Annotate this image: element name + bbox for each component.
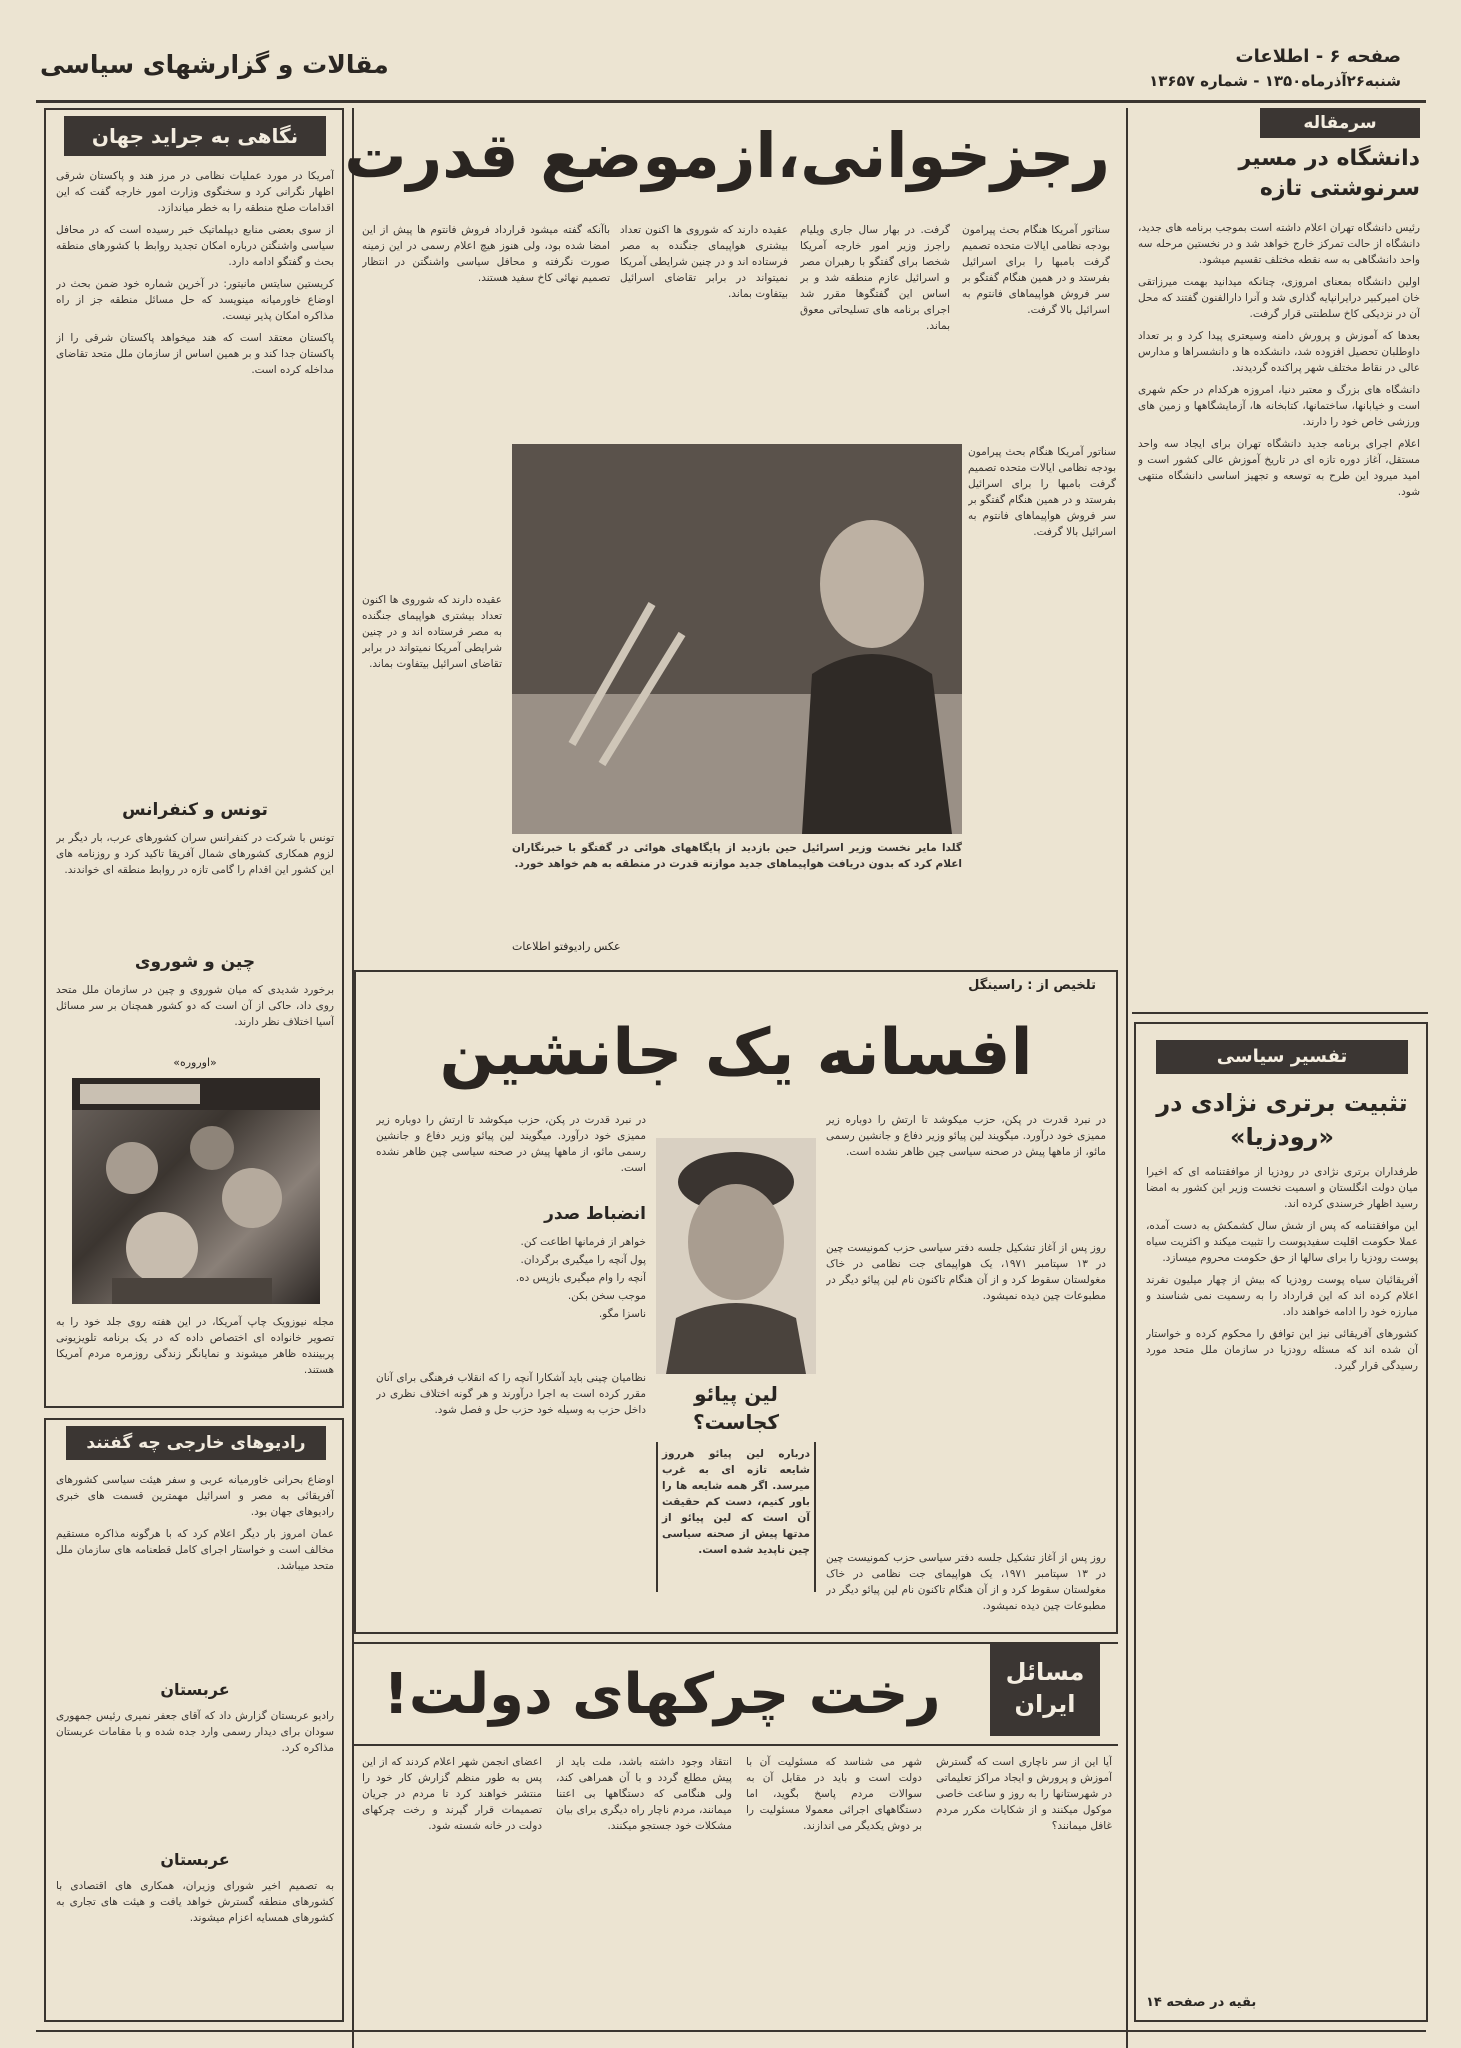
world-press-paragraph: از سوی بعضی منابع دیپلماتیک خبر رسیده است که در محافل سیاسی واشنگتن درباره امکان تجدید روابط با کشورهای منطقه بحث و گفتگو ادامه دارد. <box>56 224 334 268</box>
china-source-tag: «اوروره» <box>173 1056 217 1069</box>
rajaz-column-4: باآنکه گفته میشود قرارداد فروش فانتوم ها پیش از این امضا شده بود، ولی هنوز هیچ اعلام رسمی در این زمینه صورت نگرفته و محافل سیاسی واشنگتن در انتظار تصمیم نهائی کاخ سفید هستند. <box>362 224 610 284</box>
column-rule-right <box>1126 108 1128 2048</box>
radio-subhead-1: عربستان <box>160 1680 230 1699</box>
radio-box <box>44 1418 344 2022</box>
rajaz-column-1: سناتور آمریکا هنگام بحث پیرامون بودجه نظامی ایالات متحده تصمیم گرفت بامبها را برای اسرائیل بفرستد و در همین هنگام گفتگو بر سر فروش هواپیماهای فانتوم به اسرائیل بالا گرفت. <box>962 224 1110 316</box>
successor-body-2: روز پس از آغاز تشکیل جلسه دفتر سیاسی حزب کمونیست چین در ۱۳ سپتامبر ۱۹۷۱، یک هواپیمای جت نظامی در خاک مغولستان سقوط کرد و از آن هنگام تاکنون نام لین پیائو دیگر در مطبوعات چین دیده نمیشود. <box>826 1552 1106 1612</box>
editorial-paragraph: بعدها که آموزش و پرورش دامنه وسیعتری پیدا کرد و بر تعداد داوطلبان تحصیل افزوده شد، دانشکده ها و دانشسراها و مدارس عالی در نقاط مختلف شهر پراکنده گردیدند. <box>1138 330 1420 374</box>
successor-box <box>354 970 1118 1634</box>
radio-paragraph: اوضاع بحرانی خاورمیانه عربی و سفر هیئت سیاسی کشورهای آفریقائی به مصر و اسرائیل مهمترین قسمت های خبری رادیوهای جهان بود. <box>56 1474 334 1518</box>
newsweek-caption: مجله نیوزویک چاپ آمریکا، در این هفته روی جلد خود را به تصویر خانواده ای اختصاص داده که در یک برنامه تلویزیونی پربیننده ظاهر میشوند و نمایانگر زندگی روزمره مردم آمریکا هستند. <box>56 1316 334 1376</box>
bullet-item: آنچه را وام میگیری بازپس ده. <box>515 1272 646 1284</box>
editorial-paragraph: رئیس دانشگاه تهران اعلام داشته است بموجب برنامه های جدید، دانشگاه از حالت تمرکز خارج خواهد شد و در نخستین مرحله سه واحد دانشگاهی به سه نقطه مختلف تقسیم میشود. <box>1138 222 1420 266</box>
bullet-item: موجب سخن بکن. <box>567 1290 646 1302</box>
successor-intro-2: در نبرد قدرت در پکن، حزب میکوشد تا ارتش را دوباره زیر ممیزی خود درآورد. میگویند لین پیائو وزیر دفاع و جانشین رسمی مائو، از ماهها پیش در صحنه سیاسی چین ظاهر نشده است. <box>376 1114 646 1174</box>
editorial-paragraph: اولین دانشگاه بمعنای امروزی، چنانکه میدانید بهمت میرزاتقی خان امیرکبیر درایرانپایه گذاری شد و آنرا دارالفنون گفتند که محل آن در نزدیکی کاخ سلطنتی قرار گرفت. <box>1138 276 1420 320</box>
rajaz-photo-illustration <box>512 444 962 834</box>
analysis-paragraph: کشورهای آفریقائی نیز این توافق را محکوم کرده و خواستار آن شده اند که مسئله رودزیا در سازمان ملل متحد مورد رسیدگی قرار گیرد. <box>1146 1328 1418 1372</box>
world-press-paragraph: آمریکا در مورد عملیات نظامی در مرز هند و پاکستان شرقی اظهار نگرانی کرد و سخنگوی وزارت امور خارجه گفت که این اقدامات صلح منطقه را به خطر میاندازد. <box>56 170 334 214</box>
successor-intro: در نبرد قدرت در پکن، حزب میکوشد تا ارتش را دوباره زیر ممیزی خود درآورد. میگویند لین پیائو وزیر دفاع و جانشین رسمی مائو، از ماهها پیش در صحنه سیاسی چین ظاهر نشده است. <box>826 1114 1106 1158</box>
iran-issues-label <box>990 1644 1100 1736</box>
editorial-label: سرمقاله <box>1260 108 1420 138</box>
rajaz-column-2: گرفت. در بهار سال جاری ویلیام راجرز وزیر امور خارجه آمریکا شخصا برای گفتگو با رهبران مصر و اسرائیل عازم منطقه شد و بر اساس این گفتگوها مقرر شد اجرای برنامه های تسلیحاتی معوق بماند. <box>800 224 950 332</box>
iran-issues-column-2: شهر می شناسد که مسئولیت آن با دولت است و باید در مقابل آن به سوالات مردم پاسخ بگوید، اما دستگاههای اجرائی معمولا مسئولیت را بر دوش یکدیگر می اندازند. <box>746 1756 922 1832</box>
china-subhead: چین و شوروی <box>134 952 256 972</box>
lin-biao-photo <box>656 1138 816 1374</box>
analysis-paragraph: این موافقتنامه که پس از شش سال کشمکش به دست آمده، عملا حکومت اقلیت سفیدپوست را تثبیت میکند و اکثریت سیاه پوست رودزیا را برای سالها از حق حکومت محروم میسازد. <box>1146 1220 1418 1264</box>
editorial-title: دانشگاه در مسیر سرنوشتی تازه <box>1238 146 1420 201</box>
bullet-item: پول آنچه را میگیری برگردان. <box>520 1254 646 1266</box>
analysis-title: تثبیت برتری نژادی در «رودزیا» <box>1156 1089 1408 1151</box>
page-label: صفحه ۶ - اطلاعات <box>1235 46 1401 67</box>
tunis-subhead: تونس و کنفرانس <box>122 800 268 820</box>
editorial-body <box>1138 220 1420 1000</box>
analysis-box <box>1134 1022 1428 2022</box>
iran-issues-label-line-1: مسائل <box>1005 1658 1085 1686</box>
rajaz-column-6: عقیده دارند که شوروی ها اکنون تعداد بیشتری هواپیمای جنگنده به مصر فرستاده اند و در چنین شرایطی آمریکا نمیتواند در برابر تقاضای اسرائیل بیتفاوت بماند. <box>362 594 502 670</box>
tunis-body: تونس با شرکت در کنفرانس سران کشورهای عرب، بار دیگر بر لزوم همکاری کشورهای شمال آفریقا تاکید کرد و روزنامه های این کشور این اقدام را گامی تازه در روابط منطقه ای خواندند. <box>56 832 334 876</box>
analysis-body <box>1146 1164 1418 1974</box>
editorial-paragraph: اعلام اجرای برنامه جدید دانشگاه تهران برای ایجاد سه واحد مستقل، آغاز دوره تازه ای در تاریخ آموزش عالی کشور است و امید میرود این طرح به توسعه و تجهیز اساسی دانشگاه منتهی شود. <box>1138 438 1420 498</box>
editorial-bottom-rule <box>1132 1012 1428 1014</box>
world-press-label: نگاهی به جراید جهان <box>64 116 326 156</box>
radio-label: رادیوهای خارجی چه گفتند <box>66 1426 326 1460</box>
date-line: شنبه۲۶آذرماه۱۳۵۰ - شماره ۱۳۶۵۷ <box>1149 72 1401 90</box>
analysis-paragraph: طرفداران برتری نژادی در رودزیا از موافقتنامه ای که اخیرا میان دولت انگلستان و اسمیت نخست وزیر این کشور به امضا رسید اظهار خرسندی کرده اند. <box>1146 1166 1418 1210</box>
rajaz-column-3: عقیده دارند که شوروی ها اکنون تعداد بیشتری هواپیمای جنگنده به مصر فرستاده اند و در چنین شرایطی آمریکا نمیتواند در برابر تقاضای اسرائیل بیتفاوت بماند. <box>620 224 788 300</box>
rajaz-photo-caption: گلدا مایر نخست وزیر اسرائیل حین بازدید از پایگاههای هوائی در گفتگو با خبرنگاران اعلام کرد که بدون دریافت هواپیماهای جدید موازنه قدرت در منطقه به هم خواهد خورد. <box>512 842 962 870</box>
successor-headline: افسانه یک جانشین <box>439 1016 1033 1090</box>
lin-biao-caption-title: لین پیائو کجاست؟ <box>693 1382 779 1434</box>
radio-paragraph: عمان امروز بار دیگر اعلام کرد که با هرگونه مذاکره مستقیم مخالف است و خواستار اجرای کامل قطعنامه های سازمان ملل متحد میباشد. <box>56 1528 334 1572</box>
rajaz-photo <box>512 444 962 834</box>
lin-biao-caption-text: درباره لین پیائو هرروز شایعه تازه ای به غرب میرسد. اگر همه شایعه ها را باور کنیم، دست کم حقیقت آن است که لین پیائو از مدتها پیش از صحنه سیاسی چین ناپدید شده است. <box>656 1442 816 1592</box>
rajaz-headline: رجزخوانی،ازموضع قدرت <box>344 119 1110 192</box>
analysis-label: تفسیر سیاسی <box>1156 1040 1408 1074</box>
editorial-section <box>1132 108 1428 1008</box>
rajaz-photo-credit: عکس رادیوفتو اطلاعات <box>512 940 621 953</box>
world-press-body <box>56 168 334 788</box>
iran-issues-column-1: آیا این از سر ناچاری است که گسترش آموزش و پرورش و ایجاد مراکز تعلیماتی در شهرستانها را به روز و ساعت خاصی موکول میکنند و از شکایات مکرر مردم غافل میمانند؟ <box>936 1756 1112 1832</box>
lin-biao-portrait <box>656 1138 816 1374</box>
masthead-rule <box>36 100 1426 103</box>
world-press-paragraph: پاکستان معتقد است که هند میخواهد پاکستان شرقی را از پاکستان جدا کند و بر همین اساس از سازمان ملل متحد تقاضای مداخله کرده است. <box>56 332 334 376</box>
iran-issues-column-3: انتقاد وجود داشته باشد، ملت باید از پیش مطلع گردد و با آن همراهی کند، ولی هنگامی که دستگاهها بی اعتنا میمانند، مردم ناچار راه دیگری برای بیان مشکلات خود جستجو میکنند. <box>556 1756 732 1832</box>
rajaz-column-5: سناتور آمریکا هنگام بحث پیرامون بودجه نظامی ایالات متحده تصمیم گرفت بامبها را برای اسرائیل بفرستد و در همین هنگام گفتگو بر سر فروش هواپیماهای فانتوم به اسرائیل بالا گرفت. <box>968 446 1116 538</box>
world-press-paragraph: کریستین سایتس مانیتور: در آخرین شماره خود ضمن بحث در اوضاع خاورمیانه مینویسد که حل مسائل منطقه جز از راه مذاکره امکان پذیر نیست. <box>56 278 334 322</box>
newsweek-cover-photo <box>72 1078 320 1304</box>
bullet-item: ناسزا مگو. <box>598 1308 646 1320</box>
successor-body: نظامیان چینی باید آشکارا آنچه را که انقلاب فرهنگی برای آنان مقرر کرده است به اجرا درآورند و هر گونه اختلاف نظری در داخل حزب به وسیله خود حزب حل و فصل شود. <box>376 1372 646 1416</box>
successor-summary-tag: تلخیص از : راسینگل <box>968 978 1096 993</box>
radio-subhead-2: عربستان <box>160 1850 230 1869</box>
bullet-item: خواهر از فرمانها اطاعت کن. <box>520 1236 646 1248</box>
iran-issues-column-4: اعضای انجمن شهر اعلام کردند که از این پس به طور منظم گزارش کار خود را منتشر خواهند کرد تا مردم در جریان تصمیمات قرار گیرند و رخت چرکهای دولت در خانه شسته شود. <box>362 1756 542 1832</box>
radio-body-1: رادیو عربستان گزارش داد که آقای جعفر نمیری رئیس جمهوری سودان برای دیدار رسمی وارد جده شده و با مقامات عربستان مذاکره کرد. <box>56 1710 334 1754</box>
editorial-paragraph: دانشگاه های بزرگ و معتبر دنیا، امروزه هرکدام در حکم شهری است و خیابانها، ساختمانها، کتابخانه ها، آزمایشگاهها و زمین های ورزشی خاص خود را دارند. <box>1138 384 1420 428</box>
iran-issues-label-line-2: ایران <box>1014 1690 1076 1718</box>
successor-bullets <box>376 1234 646 1364</box>
world-press-box <box>44 108 344 1408</box>
china-body: برخورد شدیدی که میان شوروی و چین در سازمان ملل متحد روی داد، حاکی از آن است که دو کشور همچنان بر سر مسائل آسیا اختلاف نظر دارند. <box>56 984 334 1028</box>
iran-issues-headline-rule <box>354 1744 1118 1746</box>
newsweek-cover-illustration <box>72 1078 320 1304</box>
successor-subhead: انضباط صدر <box>544 1204 646 1224</box>
radio-body-2: به تصمیم اخیر شورای وزیران، همکاری های اقتصادی با کشورهای منطقه گسترش خواهد یافت و هیئت های تجاری به کشورهای همسایه اعزام میشوند. <box>56 1880 334 1924</box>
analysis-paragraph: آفریقائیان سیاه پوست رودزیا که بیش از چهار میلیون نفرند اعلام کرده اند که این قرارداد را به رسمیت نمی شناسند و مبارزه خود را ادامه خواهند داد. <box>1146 1274 1418 1318</box>
radio-body <box>56 1472 334 1672</box>
section-title: مقالات و گزارشهای سیاسی <box>40 50 389 79</box>
analysis-continuation: بقیه در صفحه ۱۴ <box>1146 1995 1257 2010</box>
page-bottom-rule <box>36 2030 1426 2032</box>
iran-issues-headline: رخت چرکهای دولت! <box>383 1662 941 1727</box>
successor-continuation: روز پس از آغاز تشکیل جلسه دفتر سیاسی حزب کمونیست چین در ۱۳ سپتامبر ۱۹۷۱، یک هواپیمای جت نظامی در خاک مغولستان سقوط کرد و از آن هنگام تاکنون نام لین پیائو دیگر در مطبوعات چین دیده نمیشود. <box>826 1242 1106 1302</box>
